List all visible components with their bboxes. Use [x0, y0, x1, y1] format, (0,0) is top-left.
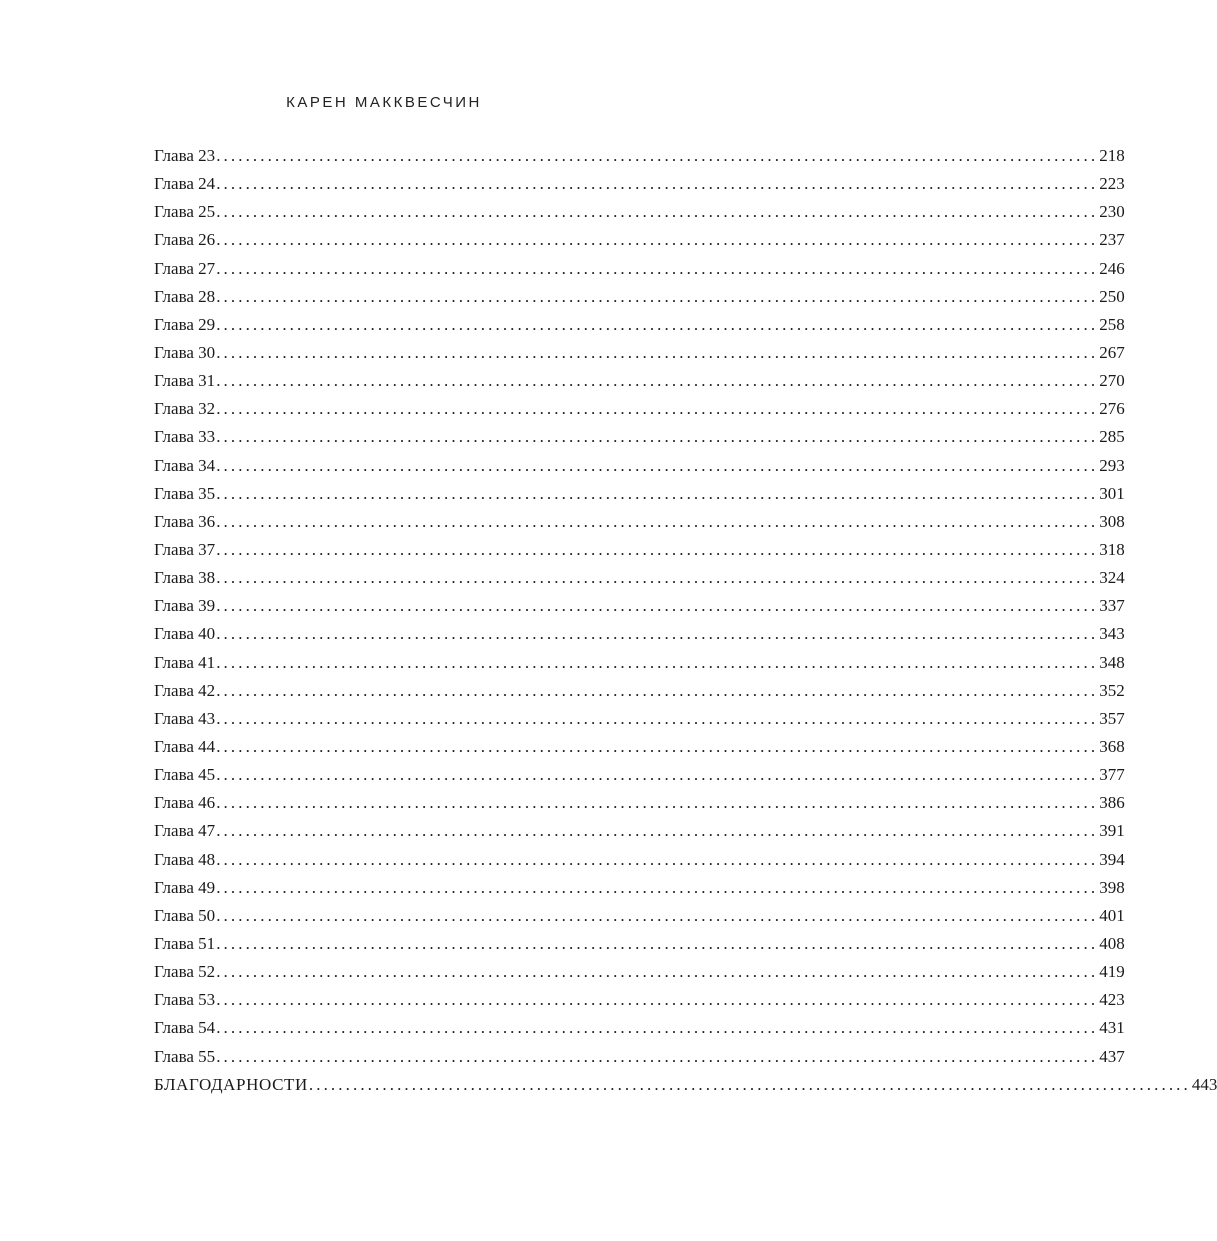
toc-entry-page-number: 270	[1099, 371, 1125, 391]
toc-entry-page-number: 352	[1099, 680, 1125, 700]
toc-dot-leader: ........................................................................................................................	[216, 933, 1099, 953]
toc-dot-leader: ........................................................................................................................	[216, 821, 1099, 841]
toc-entry-page-number: 230	[1099, 202, 1125, 222]
toc-entry[interactable]	[154, 958, 1125, 986]
toc-entry[interactable]	[154, 789, 1125, 817]
toc-dot-leader: ........................................................................................................................	[216, 342, 1099, 362]
toc-entry-title: Глава 51	[154, 933, 216, 953]
toc-entry-page-number: 250	[1099, 286, 1125, 306]
toc-entry[interactable]	[154, 846, 1125, 874]
toc-dot-leader: ........................................................................................................................	[216, 258, 1099, 278]
toc-entry-title: Глава 45	[154, 765, 216, 785]
toc-entry-page-number: 391	[1099, 821, 1125, 841]
toc-dot-leader: ........................................................................................................................	[308, 1074, 1191, 1094]
toc-entry[interactable]	[154, 1043, 1125, 1071]
toc-entry-page-number: 258	[1099, 314, 1125, 334]
toc-dot-leader: ........................................................................................................................	[216, 962, 1099, 982]
toc-entry-title: Глава 23	[154, 146, 216, 165]
toc-entry-title: Глава 42	[154, 680, 216, 700]
toc-entry-page-number: 246	[1099, 258, 1125, 278]
table-of-contents	[154, 142, 1217, 1099]
toc-entry-title: Глава 54	[154, 1018, 216, 1038]
toc-entry[interactable]	[154, 508, 1125, 536]
toc-entry-title: Глава 47	[154, 821, 216, 841]
toc-dot-leader: ........................................................................................................................	[216, 680, 1099, 700]
toc-entry-title: Глава 46	[154, 793, 216, 813]
toc-entry[interactable]	[154, 452, 1125, 480]
toc-entry-page-number: 408	[1099, 933, 1125, 953]
toc-entry[interactable]	[154, 170, 1125, 198]
toc-dot-leader: ........................................................................................................................	[216, 652, 1099, 672]
toc-dot-leader: ........................................................................................................................	[216, 905, 1099, 925]
toc-entry-title: Глава 26	[154, 230, 216, 250]
toc-entry-title: Глава 48	[154, 849, 216, 869]
toc-dot-leader: ........................................................................................................................	[216, 736, 1099, 756]
toc-entry-page-number: 285	[1099, 427, 1125, 447]
toc-dot-leader: ........................................................................................................................	[216, 793, 1099, 813]
toc-entry-page-number: 398	[1099, 877, 1125, 897]
toc-entry-page-number: 237	[1099, 230, 1125, 250]
toc-entry[interactable]	[154, 423, 1125, 451]
toc-entry-title: Глава 53	[154, 990, 216, 1010]
toc-entry[interactable]	[154, 592, 1125, 620]
toc-entry-page-number: 377	[1099, 765, 1125, 785]
running-header-author: КАРЕН МАККВЕСЧИН	[286, 94, 482, 111]
toc-entry-page-number: 368	[1099, 736, 1125, 756]
toc-entry[interactable]	[154, 367, 1125, 395]
toc-dot-leader: ........................................................................................................................	[216, 314, 1099, 334]
toc-entry-title: Глава 39	[154, 596, 216, 616]
toc-dot-leader: ........................................................................................................................	[216, 765, 1099, 785]
toc-entry[interactable]	[154, 677, 1125, 705]
toc-entry-title: Глава 43	[154, 708, 216, 728]
toc-dot-leader: ........................................................................................................................	[216, 286, 1099, 306]
toc-dot-leader: ........................................................................................................................	[216, 427, 1099, 447]
toc-entry[interactable]	[154, 226, 1125, 254]
toc-entry-page-number: 293	[1099, 455, 1125, 475]
toc-entry[interactable]	[154, 283, 1125, 311]
toc-entry[interactable]	[154, 1014, 1125, 1042]
toc-entry[interactable]	[154, 930, 1125, 958]
toc-entry[interactable]	[154, 536, 1125, 564]
toc-entry[interactable]	[154, 705, 1125, 733]
toc-dot-leader: ........................................................................................................................	[216, 568, 1099, 588]
toc-entry-page-number: 437	[1099, 1046, 1125, 1066]
toc-dot-leader: ........................................................................................................................	[216, 174, 1099, 194]
toc-entry[interactable]	[154, 733, 1125, 761]
toc-entry-title: Глава 24	[154, 174, 216, 194]
toc-dot-leader: ........................................................................................................................	[216, 1018, 1099, 1038]
toc-entry[interactable]	[154, 311, 1125, 339]
toc-entry[interactable]	[154, 902, 1125, 930]
toc-dot-leader: ........................................................................................................................	[216, 990, 1099, 1010]
toc-dot-leader: ........................................................................................................................	[216, 708, 1099, 728]
toc-entry-page-number: 443	[1191, 1074, 1217, 1094]
toc-dot-leader: ........................................................................................................................	[216, 146, 1099, 165]
toc-entry[interactable]	[154, 480, 1125, 508]
toc-dot-leader: ........................................................................................................................	[216, 483, 1099, 503]
toc-entry-page-number: 357	[1099, 708, 1125, 728]
toc-dot-leader: ........................................................................................................................	[216, 624, 1099, 644]
toc-dot-leader: ........................................................................................................................	[216, 230, 1099, 250]
toc-entry-page-number: 337	[1099, 596, 1125, 616]
toc-entry-title: Глава 40	[154, 624, 216, 644]
toc-entry[interactable]	[154, 649, 1125, 677]
toc-dot-leader: ........................................................................................................................	[216, 539, 1099, 559]
toc-dot-leader: ........................................................................................................................	[216, 455, 1099, 475]
toc-entry[interactable]	[154, 761, 1125, 789]
toc-entry-page-number: 343	[1099, 624, 1125, 644]
toc-entry[interactable]	[154, 564, 1125, 592]
toc-entry-page-number: 348	[1099, 652, 1125, 672]
toc-entry-title: Глава 28	[154, 286, 216, 306]
toc-dot-leader: ........................................................................................................................	[216, 511, 1099, 531]
toc-entry-title: Глава 52	[154, 962, 216, 982]
toc-entry[interactable]	[154, 255, 1125, 283]
toc-entry-title: Глава 25	[154, 202, 216, 222]
toc-entry-title: Глава 44	[154, 736, 216, 756]
toc-entry-title: Глава 29	[154, 314, 216, 334]
toc-entry-page-number: 276	[1099, 399, 1125, 419]
toc-entry-page-number: 308	[1099, 511, 1125, 531]
toc-entry[interactable]	[154, 1071, 1217, 1099]
toc-dot-leader: ........................................................................................................................	[216, 399, 1099, 419]
toc-dot-leader: ........................................................................................................................	[216, 596, 1099, 616]
toc-entry-title: Глава 35	[154, 483, 216, 503]
toc-dot-leader: ........................................................................................................................	[216, 202, 1099, 222]
toc-dot-leader: ........................................................................................................................	[216, 371, 1099, 391]
toc-entry-title: Глава 30	[154, 342, 216, 362]
toc-entry-page-number: 431	[1099, 1018, 1125, 1038]
toc-entry[interactable]	[154, 339, 1125, 367]
toc-entry[interactable]	[154, 142, 1125, 170]
toc-entry-page-number: 394	[1099, 849, 1125, 869]
toc-entry-title: Глава 41	[154, 652, 216, 672]
toc-entry-title: Глава 55	[154, 1046, 216, 1066]
toc-entry[interactable]	[154, 817, 1125, 845]
toc-entry-page-number: 324	[1099, 568, 1125, 588]
toc-entry[interactable]	[154, 198, 1125, 226]
toc-entry-title: Глава 37	[154, 539, 216, 559]
toc-entry[interactable]	[154, 620, 1125, 648]
toc-entry-title: Глава 49	[154, 877, 216, 897]
toc-entry-page-number: 267	[1099, 342, 1125, 362]
toc-entry[interactable]	[154, 874, 1125, 902]
toc-entry[interactable]	[154, 395, 1125, 423]
toc-entry-title: Глава 34	[154, 455, 216, 475]
toc-entry-page-number: 401	[1099, 905, 1125, 925]
toc-entry-page-number: 301	[1099, 483, 1125, 503]
toc-entry-page-number: 318	[1099, 539, 1125, 559]
toc-entry-title: БЛАГОДАРНОСТИ	[154, 1074, 308, 1094]
toc-dot-leader: ........................................................................................................................	[216, 1046, 1099, 1066]
toc-dot-leader: ........................................................................................................................	[216, 849, 1099, 869]
toc-dot-leader: ........................................................................................................................	[216, 877, 1099, 897]
toc-entry-page-number: 386	[1099, 793, 1125, 813]
toc-entry-title: Глава 32	[154, 399, 216, 419]
toc-entry-title: Глава 36	[154, 511, 216, 531]
toc-entry-page-number: 223	[1099, 174, 1125, 194]
toc-entry-title: Глава 33	[154, 427, 216, 447]
toc-entry-title: Глава 38	[154, 568, 216, 588]
toc-entry-page-number: 419	[1099, 962, 1125, 982]
toc-entry-title: Глава 31	[154, 371, 216, 391]
toc-entry-page-number: 423	[1099, 990, 1125, 1010]
toc-entry[interactable]	[154, 986, 1125, 1014]
toc-entry-title: Глава 27	[154, 258, 216, 278]
toc-entry-title: Глава 50	[154, 905, 216, 925]
toc-entry-page-number: 218	[1099, 146, 1125, 165]
